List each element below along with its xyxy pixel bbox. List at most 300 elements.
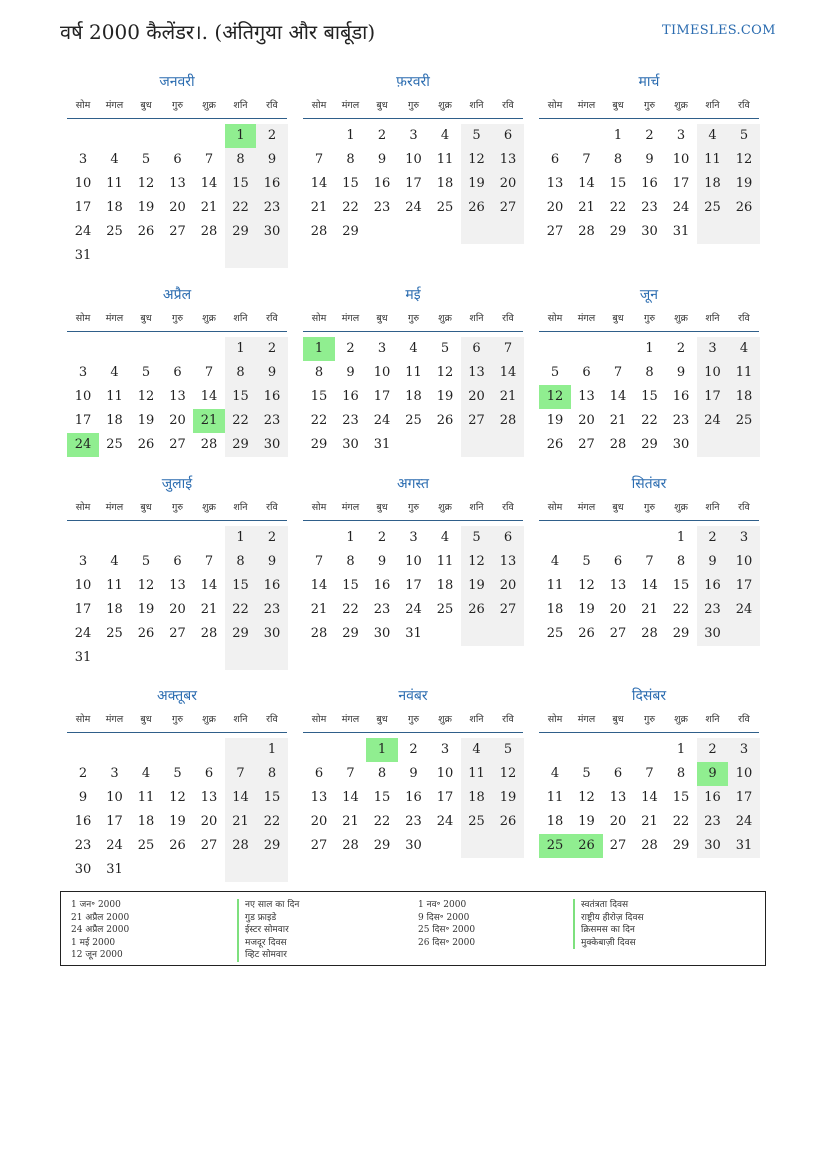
day-cell: 6 xyxy=(173,152,182,167)
legend-date: 26 दिस॰ 2000 xyxy=(418,937,476,948)
day-cell: 18 xyxy=(106,602,123,617)
day-cell: 12 xyxy=(578,790,595,805)
day-cell: 28 xyxy=(641,838,658,853)
day-cell: 6 xyxy=(613,766,623,781)
weekday-label: शुक्र xyxy=(674,100,688,111)
day-cell: 15 xyxy=(672,790,690,805)
weekday-label: रवि xyxy=(502,502,514,513)
weekday-header xyxy=(303,311,523,332)
day-cell: 3 xyxy=(78,152,88,167)
day-cell: 18 xyxy=(546,602,564,617)
day-cell: 11 xyxy=(106,389,123,404)
weekday-label: सोम xyxy=(311,313,327,324)
day-cell: 9 xyxy=(409,766,418,781)
holiday-day-cell: 12 xyxy=(539,385,571,409)
day-cell: 14 xyxy=(200,176,218,191)
day-cell: 26 xyxy=(137,437,155,452)
day-cell: 9 xyxy=(256,550,288,574)
empty-weekend-cell xyxy=(492,433,524,457)
weekday-label: रवि xyxy=(502,100,514,111)
day-cell: 20 xyxy=(461,385,493,409)
weekday-label: सोम xyxy=(547,502,563,513)
weekday-label: मंगल xyxy=(577,714,596,725)
weekday-label: गुरु xyxy=(171,502,184,513)
day-cell: 16 xyxy=(697,786,729,810)
day-cell: 17 xyxy=(405,578,422,593)
weekday-label: बुध xyxy=(140,502,152,513)
holiday-day-cell: 25 xyxy=(539,834,571,858)
day-cell: 17 xyxy=(697,385,729,409)
day-cell: 19 xyxy=(546,413,564,428)
day-cell: 19 xyxy=(728,172,760,196)
day-cell: 25 xyxy=(697,196,729,220)
empty-weekend-cell xyxy=(492,622,524,646)
day-cell: 21 xyxy=(578,200,595,215)
day-cell: 7 xyxy=(645,554,654,569)
day-cell: 25 xyxy=(436,602,454,617)
day-cell: 21 xyxy=(492,385,524,409)
weekday-label: शनि xyxy=(705,313,720,324)
day-cell: 13 xyxy=(609,578,627,593)
day-cell: 24 xyxy=(405,602,422,617)
day-cell: 25 xyxy=(436,200,454,215)
weekday-label: बुध xyxy=(376,313,388,324)
legend-date: 21 अप्रैल 2000 xyxy=(71,912,130,923)
day-cell: 18 xyxy=(436,176,454,191)
day-cell: 10 xyxy=(373,365,391,380)
day-cell: 26 xyxy=(461,598,493,622)
day-cell: 9 xyxy=(676,365,686,380)
day-cell: 14 xyxy=(641,578,658,593)
day-cell: 3 xyxy=(409,128,418,143)
day-cell: 22 xyxy=(225,598,257,622)
weekday-header xyxy=(67,98,287,119)
day-cell: 20 xyxy=(609,814,627,829)
calendar-title: वर्ष 2000 कैलेंडर।. (अंतिगुया और बार्बूडा) xyxy=(60,20,376,44)
weekday-label: शुक्र xyxy=(674,502,688,513)
month-name: मई xyxy=(405,287,421,303)
day-cell: 14 xyxy=(200,389,218,404)
weekday-label: बुध xyxy=(376,714,388,725)
weekday-label: शुक्र xyxy=(438,313,452,324)
day-cell: 1 xyxy=(225,337,257,361)
weekday-label: रवि xyxy=(266,502,278,513)
day-cell: 16 xyxy=(256,385,288,409)
day-cell: 17 xyxy=(436,790,454,805)
day-cell: 4 xyxy=(728,337,760,361)
day-cell: 15 xyxy=(342,578,359,593)
day-cell: 18 xyxy=(106,200,123,215)
day-cell: 29 xyxy=(225,433,257,457)
weekday-label: रवि xyxy=(738,313,750,324)
day-cell: 11 xyxy=(106,578,123,593)
day-cell: 25 xyxy=(405,413,422,428)
weekday-label: सोम xyxy=(311,502,327,513)
day-cell: 6 xyxy=(461,337,493,361)
day-cell: 30 xyxy=(256,433,288,457)
day-cell: 18 xyxy=(405,389,422,404)
day-cell: 13 xyxy=(461,361,493,385)
weekday-label: रवि xyxy=(266,313,278,324)
day-cell: 9 xyxy=(346,365,355,380)
day-cell: 26 xyxy=(169,838,186,853)
day-cell: 16 xyxy=(342,389,359,404)
day-cell: 15 xyxy=(672,578,690,593)
day-cell: 30 xyxy=(641,224,658,239)
day-cell: 12 xyxy=(461,550,493,574)
legend-date: 1 मई 2000 xyxy=(71,937,116,948)
day-cell: 3 xyxy=(697,337,729,361)
day-cell: 18 xyxy=(697,172,729,196)
day-cell: 16 xyxy=(256,172,288,196)
day-cell: 6 xyxy=(314,766,324,781)
weekday-label: मंगल xyxy=(105,313,124,324)
day-cell: 22 xyxy=(373,814,391,829)
day-cell: 28 xyxy=(310,626,328,641)
day-cell: 3 xyxy=(728,526,760,550)
weekday-label: बुध xyxy=(612,714,624,725)
day-cell: 5 xyxy=(461,124,493,148)
day-cell: 29 xyxy=(342,224,359,239)
day-cell: 16 xyxy=(672,389,690,404)
empty-weekend-cell xyxy=(461,834,493,858)
day-cell: 26 xyxy=(436,413,454,428)
day-cell: 9 xyxy=(256,148,288,172)
day-cell: 10 xyxy=(728,550,760,574)
day-cell: 3 xyxy=(377,341,387,356)
day-cell: 12 xyxy=(728,148,760,172)
day-cell: 24 xyxy=(74,224,92,239)
day-cell: 7 xyxy=(582,152,591,167)
day-cell: 18 xyxy=(106,413,123,428)
day-cell: 17 xyxy=(728,574,760,598)
weekday-label: शुक्र xyxy=(438,714,452,725)
weekday-header xyxy=(539,98,759,119)
holiday-day-cell: 26 xyxy=(571,834,603,858)
day-cell: 15 xyxy=(310,389,328,404)
day-cell: 12 xyxy=(578,578,595,593)
day-cell: 6 xyxy=(492,124,524,148)
day-cell: 22 xyxy=(256,810,288,834)
day-cell: 28 xyxy=(225,834,257,858)
weekday-label: मंगल xyxy=(341,714,360,725)
day-cell: 21 xyxy=(342,814,359,829)
day-cell: 29 xyxy=(310,437,328,452)
day-cell: 1 xyxy=(676,742,686,757)
day-cell: 17 xyxy=(672,176,690,191)
empty-weekend-cell xyxy=(492,834,524,858)
weekday-label: सोम xyxy=(75,502,91,513)
day-cell: 17 xyxy=(74,602,92,617)
legend-name: स्वतंत्रता दिवस xyxy=(573,899,644,912)
weekday-label: शुक्र xyxy=(202,714,216,725)
day-cell: 16 xyxy=(74,814,92,829)
day-cell: 11 xyxy=(405,365,422,380)
weekday-label: गुरु xyxy=(171,100,184,111)
day-cell: 27 xyxy=(200,838,218,853)
day-cell: 11 xyxy=(436,554,454,569)
day-cell: 11 xyxy=(697,148,729,172)
day-cell: 4 xyxy=(461,738,493,762)
day-cell: 8 xyxy=(676,766,686,781)
day-cell: 28 xyxy=(200,437,218,452)
empty-weekend-cell xyxy=(728,433,760,457)
legend-dates-right xyxy=(418,899,475,949)
empty-weekend-cell xyxy=(256,858,288,882)
day-cell: 16 xyxy=(256,574,288,598)
day-cell: 19 xyxy=(461,574,493,598)
day-cell: 27 xyxy=(310,838,328,853)
weekday-header xyxy=(67,311,287,332)
day-cell: 8 xyxy=(314,365,324,380)
day-cell: 24 xyxy=(436,814,454,829)
site-link[interactable]: TIMESLES.COM xyxy=(662,23,776,38)
empty-weekend-cell xyxy=(256,646,288,670)
month-name: फ़रवरी xyxy=(396,74,430,90)
day-cell: 13 xyxy=(310,790,328,805)
day-cell: 2 xyxy=(409,742,418,757)
day-cell: 12 xyxy=(137,389,155,404)
day-cell: 4 xyxy=(409,341,418,356)
day-cell: 16 xyxy=(373,176,391,191)
empty-weekend-cell xyxy=(256,244,288,268)
day-cell: 5 xyxy=(461,526,493,550)
weekday-label: सोम xyxy=(547,313,563,324)
day-cell: 27 xyxy=(492,196,524,220)
day-cell: 25 xyxy=(461,810,493,834)
day-cell: 15 xyxy=(373,790,391,805)
day-cell: 14 xyxy=(609,389,627,404)
month-name: जून xyxy=(639,287,659,303)
day-cell: 11 xyxy=(106,176,123,191)
day-cell: 3 xyxy=(110,766,119,781)
weekday-label: शनि xyxy=(233,100,248,111)
day-cell: 13 xyxy=(546,176,564,191)
day-cell: 7 xyxy=(613,365,623,380)
day-cell: 20 xyxy=(169,200,186,215)
weekday-header xyxy=(303,500,523,521)
day-cell: 5 xyxy=(141,554,151,569)
day-cell: 2 xyxy=(256,526,288,550)
day-cell: 12 xyxy=(137,578,155,593)
day-cell: 14 xyxy=(492,361,524,385)
day-cell: 21 xyxy=(310,200,328,215)
weekday-label: मंगल xyxy=(105,502,124,513)
day-cell: 14 xyxy=(342,790,359,805)
empty-weekend-cell xyxy=(461,433,493,457)
day-cell: 13 xyxy=(200,790,218,805)
day-cell: 20 xyxy=(609,602,627,617)
day-cell: 3 xyxy=(676,128,686,143)
empty-weekend-cell xyxy=(728,622,760,646)
day-cell: 24 xyxy=(728,810,760,834)
day-cell: 5 xyxy=(141,365,151,380)
day-cell: 20 xyxy=(578,413,595,428)
day-cell: 6 xyxy=(613,554,623,569)
day-cell: 19 xyxy=(461,172,493,196)
weekday-label: शनि xyxy=(233,714,248,725)
day-cell: 27 xyxy=(609,626,627,641)
day-cell: 12 xyxy=(492,762,524,786)
day-cell: 13 xyxy=(578,389,595,404)
weekday-header xyxy=(67,712,287,733)
weekday-label: गुरु xyxy=(407,714,420,725)
day-cell: 13 xyxy=(492,550,524,574)
day-cell: 15 xyxy=(342,176,359,191)
weekday-label: शुक्र xyxy=(438,100,452,111)
day-cell: 5 xyxy=(173,766,182,781)
weekday-label: बुध xyxy=(140,100,152,111)
day-cell: 20 xyxy=(169,413,186,428)
weekday-label: रवि xyxy=(266,714,278,725)
day-cell: 31 xyxy=(672,224,690,239)
empty-weekend-cell xyxy=(225,858,257,882)
day-cell: 17 xyxy=(728,786,760,810)
day-cell: 3 xyxy=(78,365,88,380)
day-cell: 23 xyxy=(672,413,690,428)
day-cell: 13 xyxy=(169,389,186,404)
day-cell: 21 xyxy=(641,814,658,829)
legend-dates-left xyxy=(71,899,129,962)
day-cell: 18 xyxy=(137,814,155,829)
day-cell: 23 xyxy=(342,413,359,428)
month-name: जुलाई xyxy=(161,476,193,492)
day-cell: 13 xyxy=(169,176,186,191)
day-cell: 31 xyxy=(74,650,92,665)
day-cell: 25 xyxy=(106,224,123,239)
day-cell: 8 xyxy=(346,554,355,569)
day-cell: 13 xyxy=(169,578,186,593)
day-cell: 8 xyxy=(645,365,654,380)
day-cell: 8 xyxy=(256,762,288,786)
day-cell: 24 xyxy=(672,200,690,215)
legend-date: 1 जन॰ 2000 xyxy=(71,900,121,910)
legend-name: व्हिट सोमवार xyxy=(237,949,299,962)
day-cell: 4 xyxy=(550,554,560,569)
day-cell: 23 xyxy=(256,196,288,220)
day-cell: 2 xyxy=(78,766,88,781)
day-cell: 4 xyxy=(110,554,119,569)
legend-date: 9 दिस॰ 2000 xyxy=(418,912,470,923)
day-cell: 21 xyxy=(609,413,627,428)
day-cell: 2 xyxy=(697,526,729,550)
day-cell: 29 xyxy=(373,838,391,853)
empty-weekend-cell xyxy=(225,738,257,762)
day-cell: 24 xyxy=(106,838,123,853)
weekday-label: शनि xyxy=(469,100,484,111)
day-cell: 21 xyxy=(200,200,218,215)
day-cell: 10 xyxy=(74,389,92,404)
day-cell: 22 xyxy=(310,413,328,428)
month-name: नवंबर xyxy=(398,688,428,704)
day-cell: 9 xyxy=(645,152,654,167)
day-cell: 14 xyxy=(310,176,328,191)
day-cell: 30 xyxy=(672,437,690,452)
day-cell: 4 xyxy=(697,124,729,148)
day-cell: 27 xyxy=(578,437,595,452)
day-cell: 22 xyxy=(609,200,627,215)
day-cell: 8 xyxy=(613,152,623,167)
day-cell: 5 xyxy=(440,341,450,356)
weekday-header xyxy=(539,712,759,733)
weekday-label: रवि xyxy=(502,714,514,725)
day-cell: 5 xyxy=(492,738,524,762)
day-cell: 6 xyxy=(173,365,182,380)
holiday-day-cell: 1 xyxy=(225,124,257,148)
day-cell: 30 xyxy=(405,838,422,853)
day-cell: 7 xyxy=(204,554,214,569)
weekday-label: बुध xyxy=(140,714,152,725)
day-cell: 5 xyxy=(582,766,591,781)
day-cell: 25 xyxy=(728,409,760,433)
day-cell: 18 xyxy=(461,786,493,810)
weekday-label: गुरु xyxy=(643,100,656,111)
weekday-label: सोम xyxy=(311,714,327,725)
weekday-label: शनि xyxy=(233,313,248,324)
day-cell: 26 xyxy=(728,196,760,220)
day-cell: 22 xyxy=(641,413,658,428)
day-cell: 21 xyxy=(200,602,218,617)
day-cell: 25 xyxy=(106,626,123,641)
day-cell: 30 xyxy=(697,834,729,858)
day-cell: 27 xyxy=(169,437,186,452)
day-cell: 16 xyxy=(373,578,391,593)
day-cell: 29 xyxy=(609,224,627,239)
weekday-label: मंगल xyxy=(341,100,360,111)
weekday-label: शुक्र xyxy=(202,313,216,324)
day-cell: 24 xyxy=(373,413,391,428)
day-cell: 3 xyxy=(728,738,760,762)
weekday-label: शुक्र xyxy=(674,714,688,725)
weekday-label: शनि xyxy=(469,714,484,725)
day-cell: 19 xyxy=(578,602,595,617)
legend-date: 12 जून 2000 xyxy=(71,950,123,960)
day-cell: 12 xyxy=(461,148,493,172)
day-cell: 5 xyxy=(728,124,760,148)
month-name: मार्च xyxy=(638,74,660,90)
legend-names-left xyxy=(237,899,299,962)
empty-weekend-cell xyxy=(697,220,729,244)
day-cell: 23 xyxy=(373,200,391,215)
day-cell: 21 xyxy=(310,602,328,617)
day-cell: 2 xyxy=(256,337,288,361)
holiday-day-cell: 24 xyxy=(67,433,99,457)
day-cell: 28 xyxy=(641,626,658,641)
day-cell: 12 xyxy=(137,176,155,191)
day-cell: 10 xyxy=(74,578,92,593)
weekday-label: गुरु xyxy=(171,714,184,725)
day-cell: 17 xyxy=(373,389,391,404)
weekday-label: गुरु xyxy=(407,100,420,111)
day-cell: 8 xyxy=(225,361,257,385)
day-cell: 23 xyxy=(641,200,658,215)
weekday-label: शनि xyxy=(469,502,484,513)
weekday-label: रवि xyxy=(502,313,514,324)
legend-name: गुड फ्राइडे xyxy=(237,912,299,925)
weekday-header xyxy=(303,712,523,733)
day-cell: 11 xyxy=(728,361,760,385)
weekday-label: शुक्र xyxy=(202,502,216,513)
day-cell: 27 xyxy=(546,224,564,239)
weekday-header xyxy=(539,500,759,521)
day-cell: 24 xyxy=(728,598,760,622)
legend-name: मुक्केबाज़ी दिवस xyxy=(573,937,644,950)
day-cell: 7 xyxy=(314,152,324,167)
day-cell: 7 xyxy=(645,766,654,781)
empty-weekend-cell xyxy=(728,220,760,244)
day-cell: 7 xyxy=(204,152,214,167)
day-cell: 10 xyxy=(405,152,422,167)
